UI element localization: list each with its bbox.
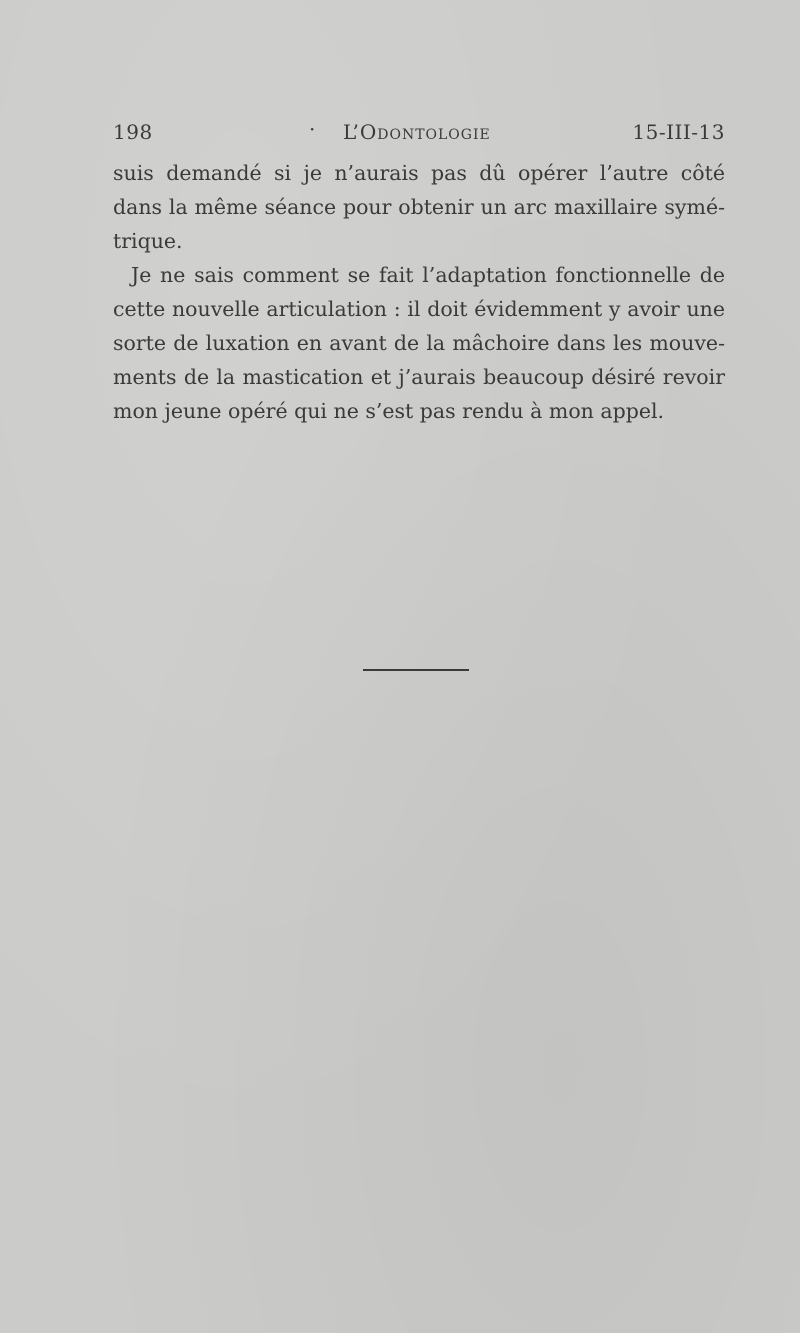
text-line: trique. (113, 229, 183, 253)
text-line: ments de la mastication et j’aurais beaucoup désiré revoir (113, 365, 725, 389)
running-header (113, 117, 725, 150)
page-number: 198 (113, 120, 153, 144)
paragraph-2 (113, 258, 725, 428)
text-line: cette nouvelle articulation : il doit évidemment y avoir une (113, 297, 725, 321)
text-line: sorte de luxation en avant de la mâchoire dans les mouve- (113, 331, 725, 355)
section-separator-rule (363, 669, 469, 671)
issue-date: 15-III-13 (632, 120, 725, 144)
text-line: Je ne sais comment se fait l’adaptation fonctionnelle de (131, 263, 725, 287)
text-line: suis demandé si je n’aurais pas dû opérer l’autre côté (113, 161, 725, 185)
paragraph-1 (113, 156, 725, 258)
text-line: dans la même séance pour obtenir un arc maxillaire symé- (113, 195, 725, 219)
body-text (113, 156, 725, 428)
journal-title: L’Odontologie (343, 120, 491, 144)
header-dot: · (309, 117, 316, 141)
text-line: mon jeune opéré qui ne s’est pas rendu à mon appel. (113, 399, 665, 423)
